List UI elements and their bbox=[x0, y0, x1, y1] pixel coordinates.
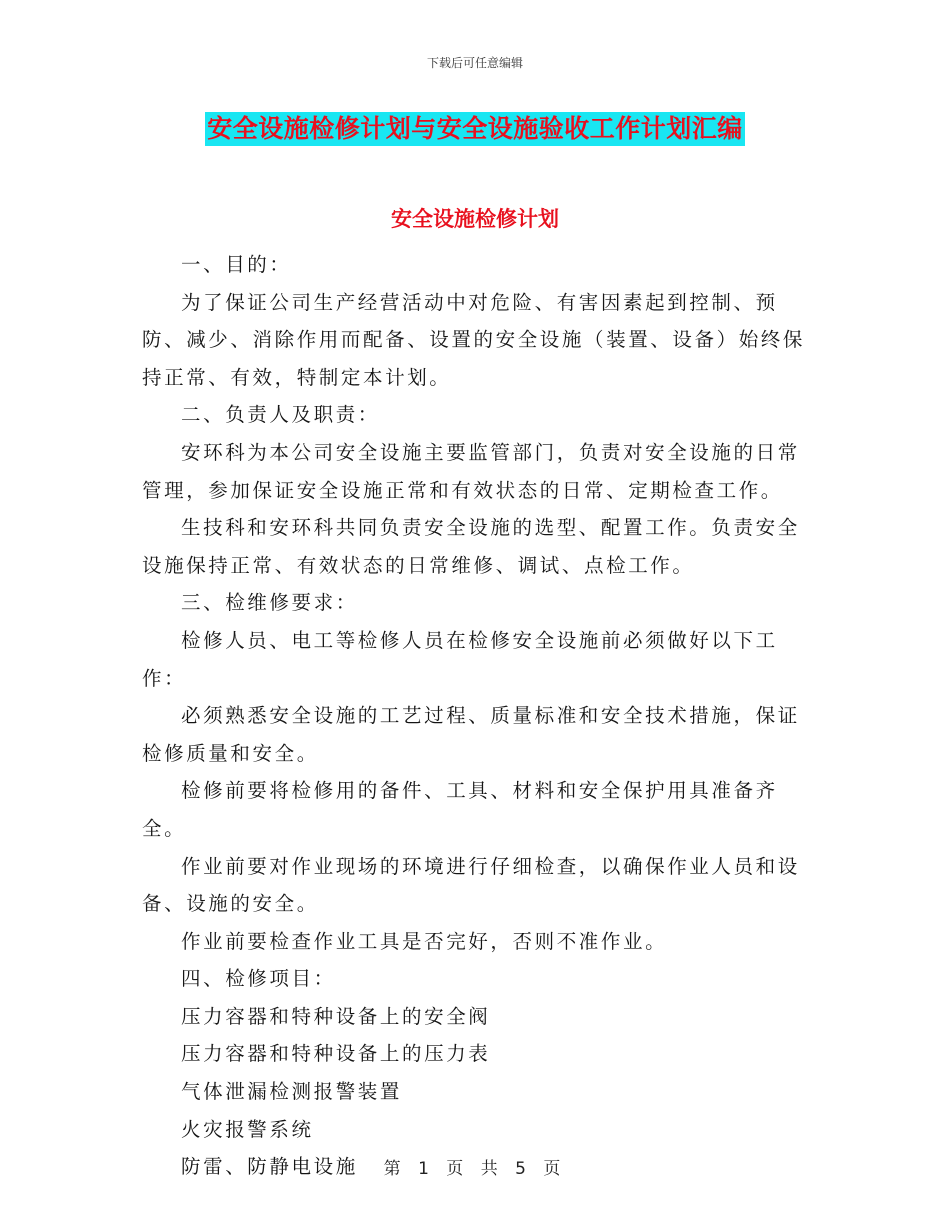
paragraph: 三、检维修要求： bbox=[181, 591, 358, 615]
section-title: 安全设施检修计划 bbox=[391, 207, 559, 231]
paragraph: 生技科和安环科共同负责安全设施的选型、配置工作。负责安全设施保持正常、有效状态的日常维修、调试、点检工作。 bbox=[142, 516, 800, 577]
paragraph: 检修前要将检修用的备件、工具、材料和安全保护用具准备齐全。 bbox=[142, 779, 778, 840]
document-body bbox=[142, 246, 808, 1186]
paragraph: 检修人员、电工等检修人员在检修安全设施前必须做好以下工作： bbox=[142, 628, 778, 690]
list-item: 气体泄漏检测报警装置 bbox=[181, 1080, 403, 1104]
document-title: 安全设施检修计划与安全设施验收工作计划汇编 bbox=[205, 112, 745, 146]
paragraph: 作业前要对作业现场的环境进行仔细检查，以确保作业人员和设备、设施的安全。 bbox=[142, 854, 800, 916]
paragraph: 必须熟悉安全设施的工艺过程、质量标准和安全技术措施，保证检修质量和安全。 bbox=[142, 704, 800, 765]
document-title-container bbox=[0, 112, 950, 146]
header-note: 下载后可任意编辑 bbox=[426, 56, 523, 70]
page-footer: 第 1 页 共 5 页 bbox=[383, 1159, 567, 1179]
list-item: 火灾报警系统 bbox=[181, 1117, 314, 1141]
paragraph: 四、检修项目： bbox=[181, 967, 336, 991]
paragraph: 为了保证公司生产经营活动中对危险、有害因素起到控制、预防、减少、消除作用而配备、设置的安全设施（装置、设备）始终保持正常、有效，特制定本计划。 bbox=[142, 290, 806, 389]
list-item: 压力容器和特种设备上的安全阀 bbox=[181, 1004, 491, 1028]
paragraph: 作业前要检查作业工具是否完好，否则不准作业。 bbox=[181, 929, 668, 953]
paragraph: 一、目的： bbox=[181, 253, 292, 276]
list-item: 防雷、防静电设施 bbox=[181, 1155, 358, 1179]
paragraph: 安环科为本公司安全设施主要监管部门，负责对安全设施的日常管理，参加保证安全设施正常和有效状态的日常、定期检查工作。 bbox=[142, 440, 800, 502]
paragraph: 二、负责人及职责： bbox=[181, 403, 380, 427]
list-item: 压力容器和特种设备上的压力表 bbox=[181, 1042, 491, 1066]
